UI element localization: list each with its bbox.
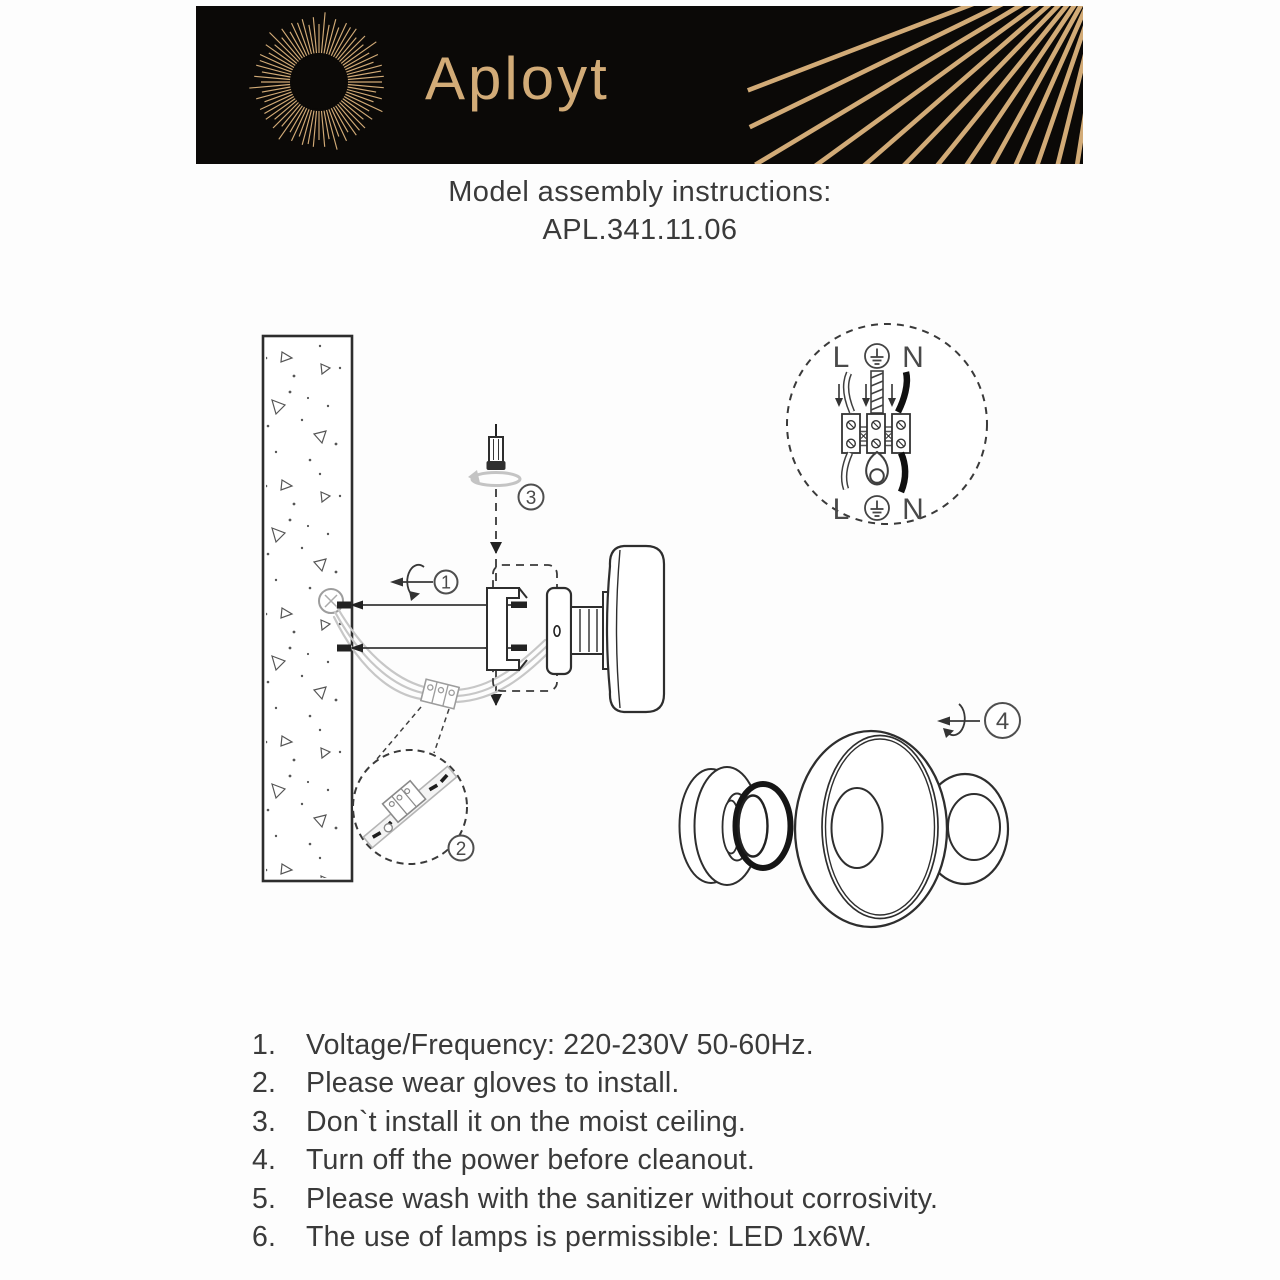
- instruction-number: 2.: [252, 1067, 277, 1100]
- instruction-number: 3.: [252, 1105, 277, 1138]
- page-title: Model assembly instructions:: [448, 176, 832, 208]
- step-4-badge: [985, 703, 1020, 738]
- mounting-bracket: [487, 588, 527, 670]
- exploded-lamp-view: [680, 703, 1021, 927]
- instruction-text: The use of lamps is permissible: LED 1x6W.: [306, 1221, 872, 1254]
- instruction-text: Turn off the power before cleanout.: [306, 1144, 756, 1177]
- neutral-label-top: N: [902, 341, 924, 374]
- instruction-text: Please wash with the sanitizer without corrosivity.: [306, 1182, 939, 1215]
- instruction-number: 5.: [252, 1182, 277, 1215]
- wiring-detail-circle: [787, 324, 987, 526]
- instruction-text: Don`t install it on the moist ceiling.: [306, 1105, 747, 1138]
- earth-wire: [871, 371, 883, 413]
- step-2-label: 2: [455, 839, 467, 860]
- instruction-item: [252, 1103, 1132, 1141]
- fixture-body: [547, 588, 609, 674]
- instruction-item: [252, 1218, 1132, 1256]
- instruction-number: 1.: [252, 1029, 277, 1061]
- step-3-badge: [519, 485, 544, 510]
- step-1-badge: [435, 571, 458, 594]
- brand-name: Aployt: [425, 45, 610, 112]
- neutral-label-bottom: N: [902, 493, 924, 526]
- line-label-top: L: [832, 341, 850, 374]
- terminal-strip: [842, 414, 910, 453]
- instruction-item: [252, 1180, 1132, 1218]
- rotate-direction-step1: [390, 565, 433, 601]
- lamp-mount: [680, 767, 791, 885]
- instruction-item: [252, 1026, 1132, 1064]
- instruction-item: [252, 1064, 1132, 1102]
- instruction-number: 6.: [252, 1221, 277, 1254]
- lamp-shade-side: [607, 546, 664, 712]
- canopy-screw: [468, 424, 520, 486]
- instruction-item: [252, 1141, 1132, 1179]
- terminal-block: [421, 679, 459, 709]
- instructions-list: [252, 1026, 1132, 1256]
- step-3-label: 3: [525, 488, 537, 509]
- rotate-direction-step4: [937, 704, 980, 738]
- line-label-bottom: L: [832, 493, 850, 526]
- instruction-number: 4.: [252, 1144, 277, 1177]
- earth-icon: [865, 344, 889, 368]
- step-2-badge: [449, 836, 474, 861]
- instruction-text: Voltage/Frequency: 220-230V 50-60Hz.: [306, 1029, 814, 1061]
- step-1-label: 1: [440, 572, 452, 593]
- step-4-label: 4: [995, 708, 1010, 735]
- instruction-text: Please wear gloves to install.: [306, 1067, 680, 1100]
- model-code: APL.341.11.06: [542, 214, 738, 246]
- earth-icon: [865, 496, 889, 520]
